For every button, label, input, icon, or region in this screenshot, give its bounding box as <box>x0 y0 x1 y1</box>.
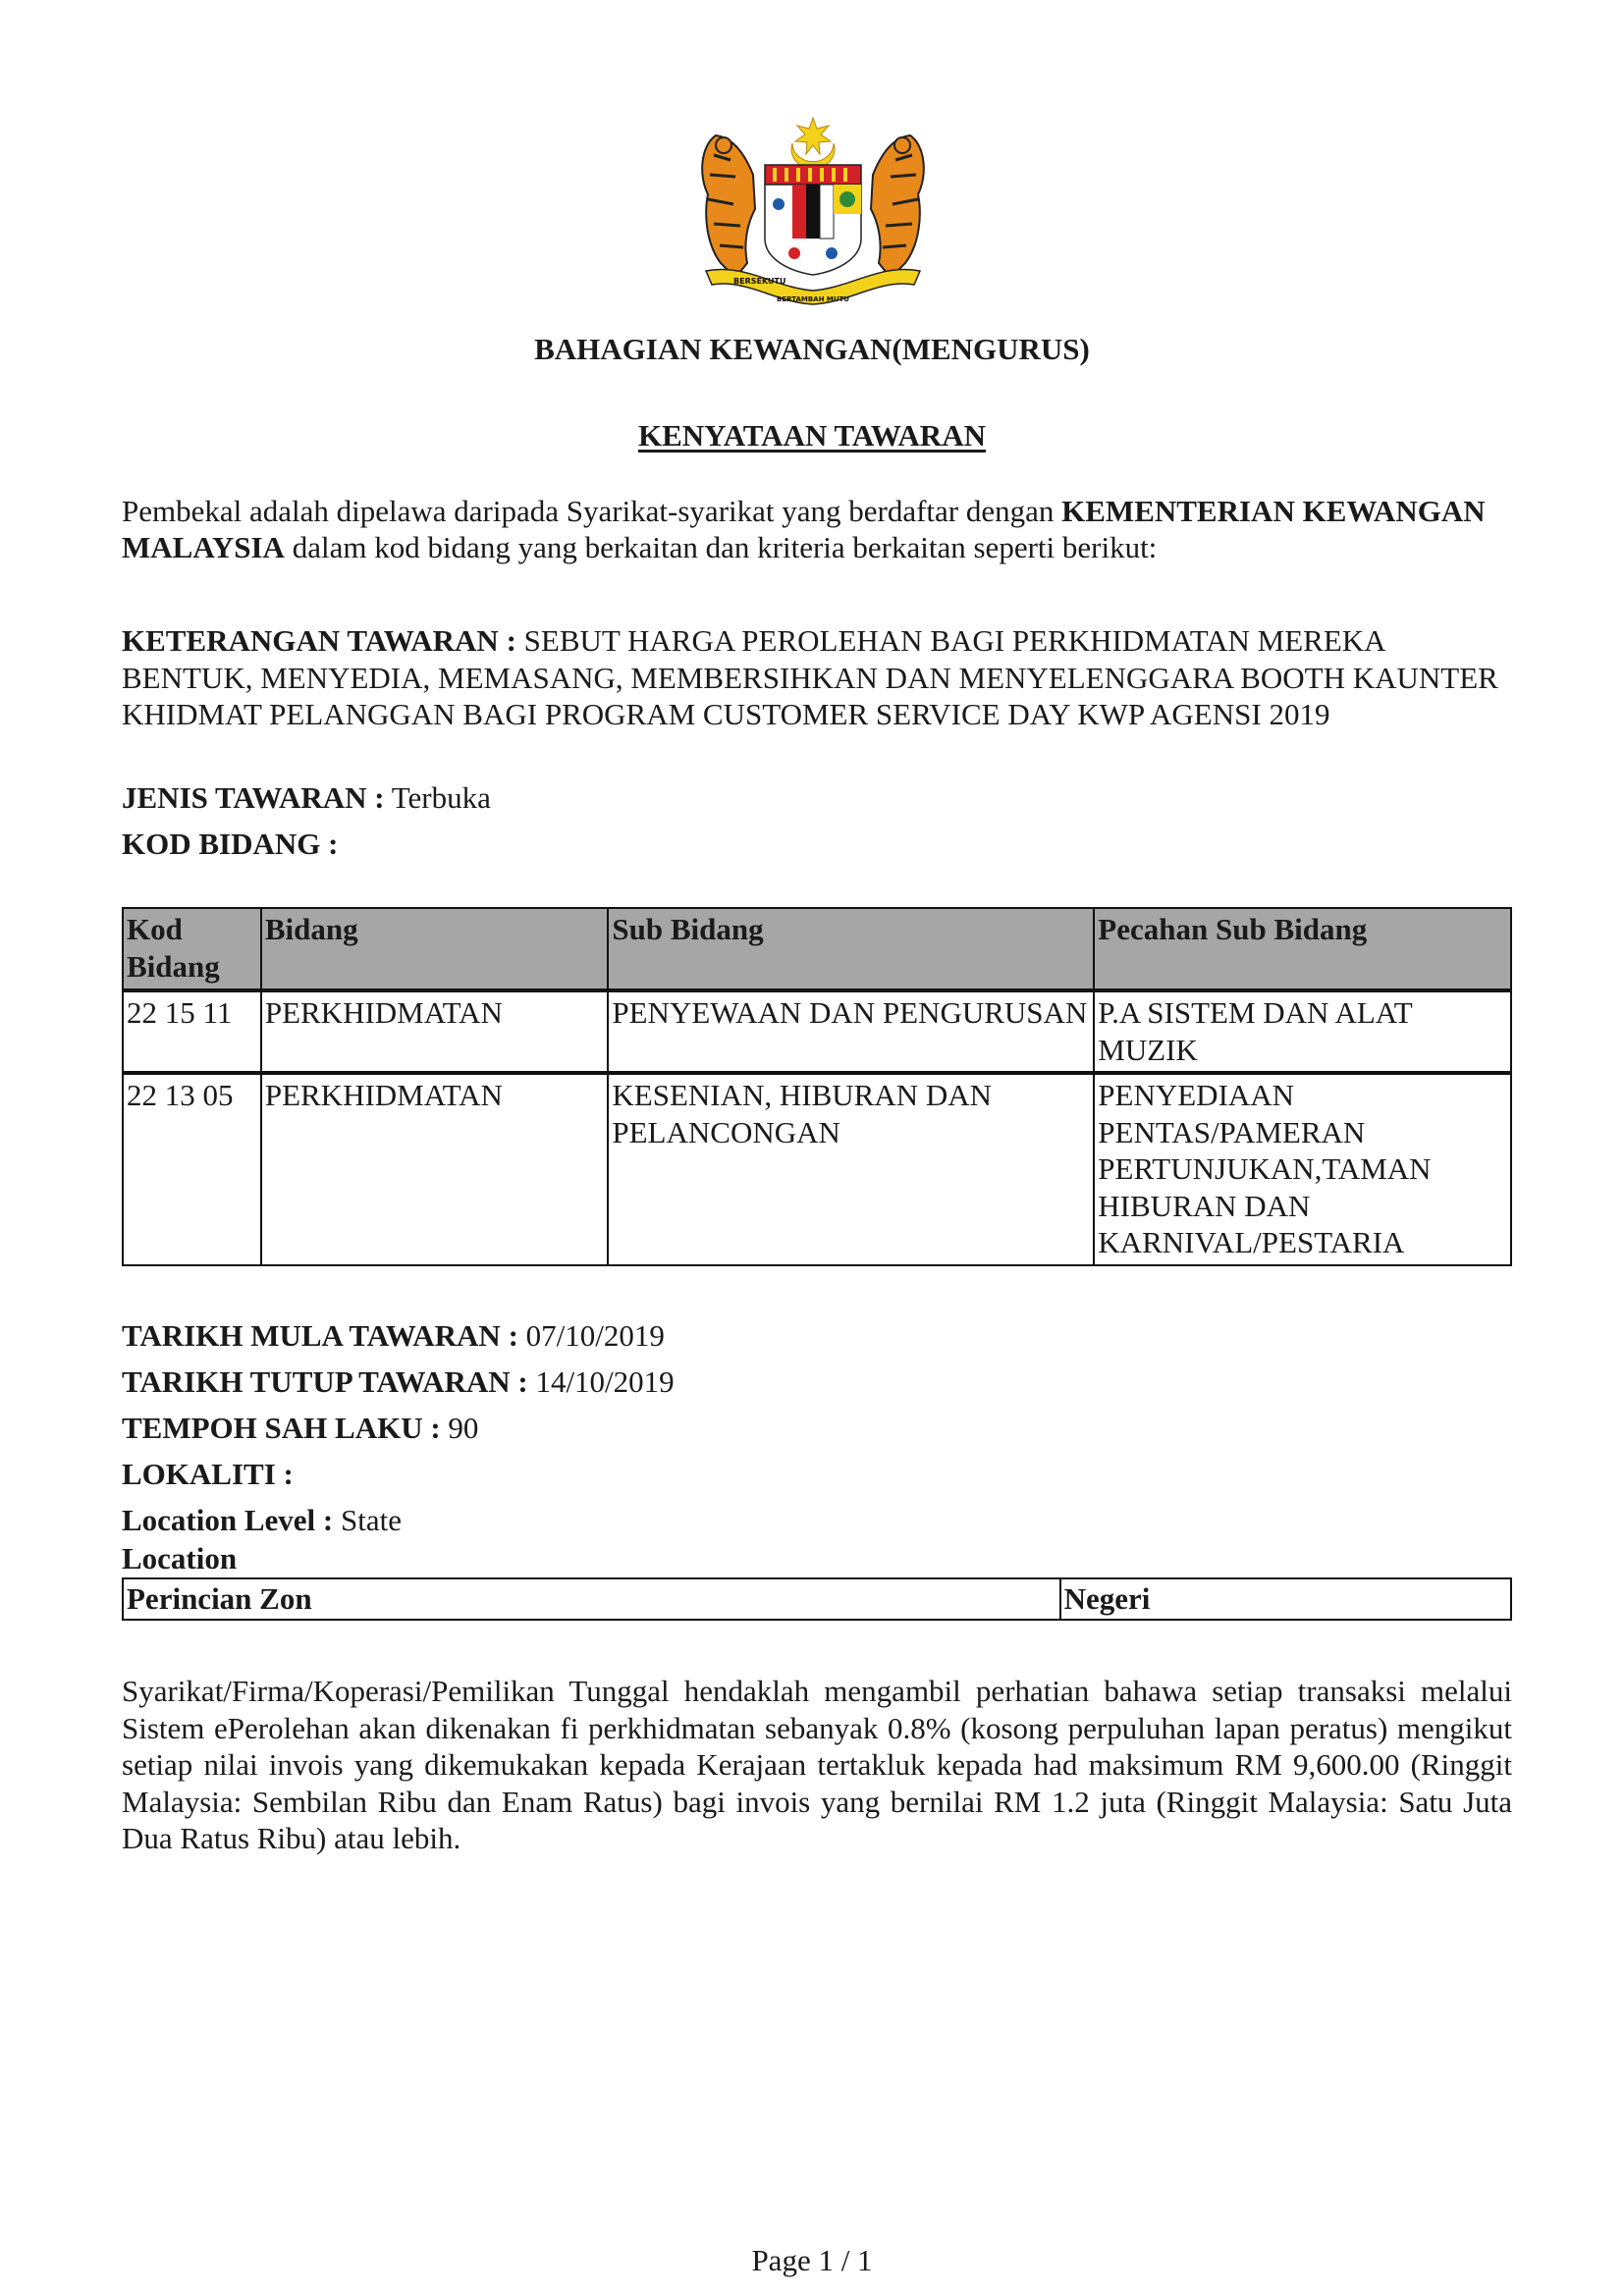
start-date <box>122 1318 665 1354</box>
cell-bidang: PERKHIDMATAN <box>261 990 609 1073</box>
coat-of-arms-icon <box>686 116 940 312</box>
table-row <box>123 990 1511 1073</box>
table-header-row <box>123 908 1511 990</box>
validity-period <box>122 1411 478 1446</box>
crest-motto-bottom: BERTAMBAH MUTU <box>777 295 849 303</box>
kod-bidang-table <box>122 907 1512 1266</box>
end-date <box>122 1364 675 1400</box>
header-sub-bidang: Sub Bidang <box>608 908 1094 990</box>
cell-sub-bidang: KESENIAN, HIBURAN DAN PELANCONGAN <box>608 1073 1094 1265</box>
location-heading: Location <box>122 1541 238 1575</box>
start-date-value: 07/10/2019 <box>525 1318 665 1353</box>
location-level <box>122 1503 402 1538</box>
location-level-value: State <box>341 1503 402 1537</box>
page-number: Page 1 / 1 <box>751 2243 873 2277</box>
end-date-label: TARIKH TUTUP TAWARAN : <box>122 1364 528 1399</box>
tender-description <box>122 622 1512 733</box>
tender-type-label: JENIS TAWARAN : <box>122 780 385 815</box>
intro-paragraph <box>122 493 1512 565</box>
department-heading: BAHAGIAN KEWANGAN(MENGURUS) <box>534 332 1090 366</box>
tender-desc-value: SEBUT HARGA PEROLEHAN BAGI PERKHIDMATAN MEREKA BENTUK, MENYEDIA, MEMASANG, MEMBERSIHKAN DAN MENYELENGGARA BOOTH KAUNTER KHIDMAT PELANGGAN BAGI PROGRAM CUSTOMER SERVICE DAY KWP AGENSI 2019 <box>122 623 1498 731</box>
intro-ministry: KEMENTERIAN KEWANGAN MALAYSIA <box>122 494 1486 564</box>
tender-type-value: Terbuka <box>391 780 491 815</box>
page-title: KENYATAAN TAWARAN <box>638 418 986 453</box>
tender-type <box>122 780 491 816</box>
tender-desc-label: KETERANGAN TAWARAN : <box>122 623 516 658</box>
header-kod-bidang: Kod Bidang <box>123 908 261 990</box>
header-pecahan-sub-bidang: Pecahan Sub Bidang <box>1094 908 1511 990</box>
table-header-row <box>123 1578 1511 1620</box>
end-date-value: 14/10/2019 <box>535 1364 675 1399</box>
crest-motto-left: BERSEKUTU <box>733 277 786 286</box>
cell-pecahan: P.A SISTEM DAN ALAT MUZIK <box>1094 990 1511 1073</box>
header-bidang: Bidang <box>261 908 609 990</box>
kod-bidang-label: KOD BIDANG : <box>122 827 339 861</box>
coat-of-arms <box>686 116 940 312</box>
table-row <box>123 1073 1511 1265</box>
locality-label: LOKALITI : <box>122 1457 294 1491</box>
cell-pecahan: PENYEDIAAN PENTAS/PAMERAN PERTUNJUKAN,TAMAN HIBURAN DAN KARNIVAL/PESTARIA <box>1094 1073 1511 1265</box>
cell-kod: 22 15 11 <box>123 990 261 1073</box>
cell-kod: 22 13 05 <box>123 1073 261 1265</box>
validity-label: TEMPOH SAH LAKU : <box>122 1411 441 1445</box>
cell-bidang: PERKHIDMATAN <box>261 1073 609 1265</box>
intro-text-before: Pembekal adalah dipelawa daripada Syarikat-syarikat yang berdaftar dengan <box>122 494 1062 528</box>
service-fee-notice: Syarikat/Firma/Koperasi/Pemilikan Tunggal hendaklah mengambil perhatian bahawa setiap transaksi melalui Sistem ePerolehan akan dikenakan fi perkhidmatan sebanyak 0.8% (kosong perpuluhan lapan peratus) mengikut setiap nilai invois yang dikemukakan kepada Kerajaan tertakluk kepada had maksimum RM 9,600.00 (Ringgit Malaysia: Sembilan Ribu dan Enam Ratus) bagi invois yang bernilai RM 1.2 juta (Ringgit Malaysia: Satu Juta Dua Ratus Ribu) atau lebih. <box>122 1674 1512 1855</box>
cell-sub-bidang: PENYEWAAN DAN PENGURUSAN <box>608 990 1094 1073</box>
location-level-label: Location Level : <box>122 1503 334 1537</box>
intro-text-after: dalam kod bidang yang berkaitan dan kriteria berkaitan seperti berikut: <box>284 530 1158 564</box>
validity-value: 90 <box>448 1411 479 1445</box>
header-negeri: Negeri <box>1060 1578 1511 1620</box>
header-perincian-zon: Perincian Zon <box>123 1578 1060 1620</box>
location-table <box>122 1577 1512 1621</box>
start-date-label: TARIKH MULA TAWARAN : <box>122 1318 518 1353</box>
